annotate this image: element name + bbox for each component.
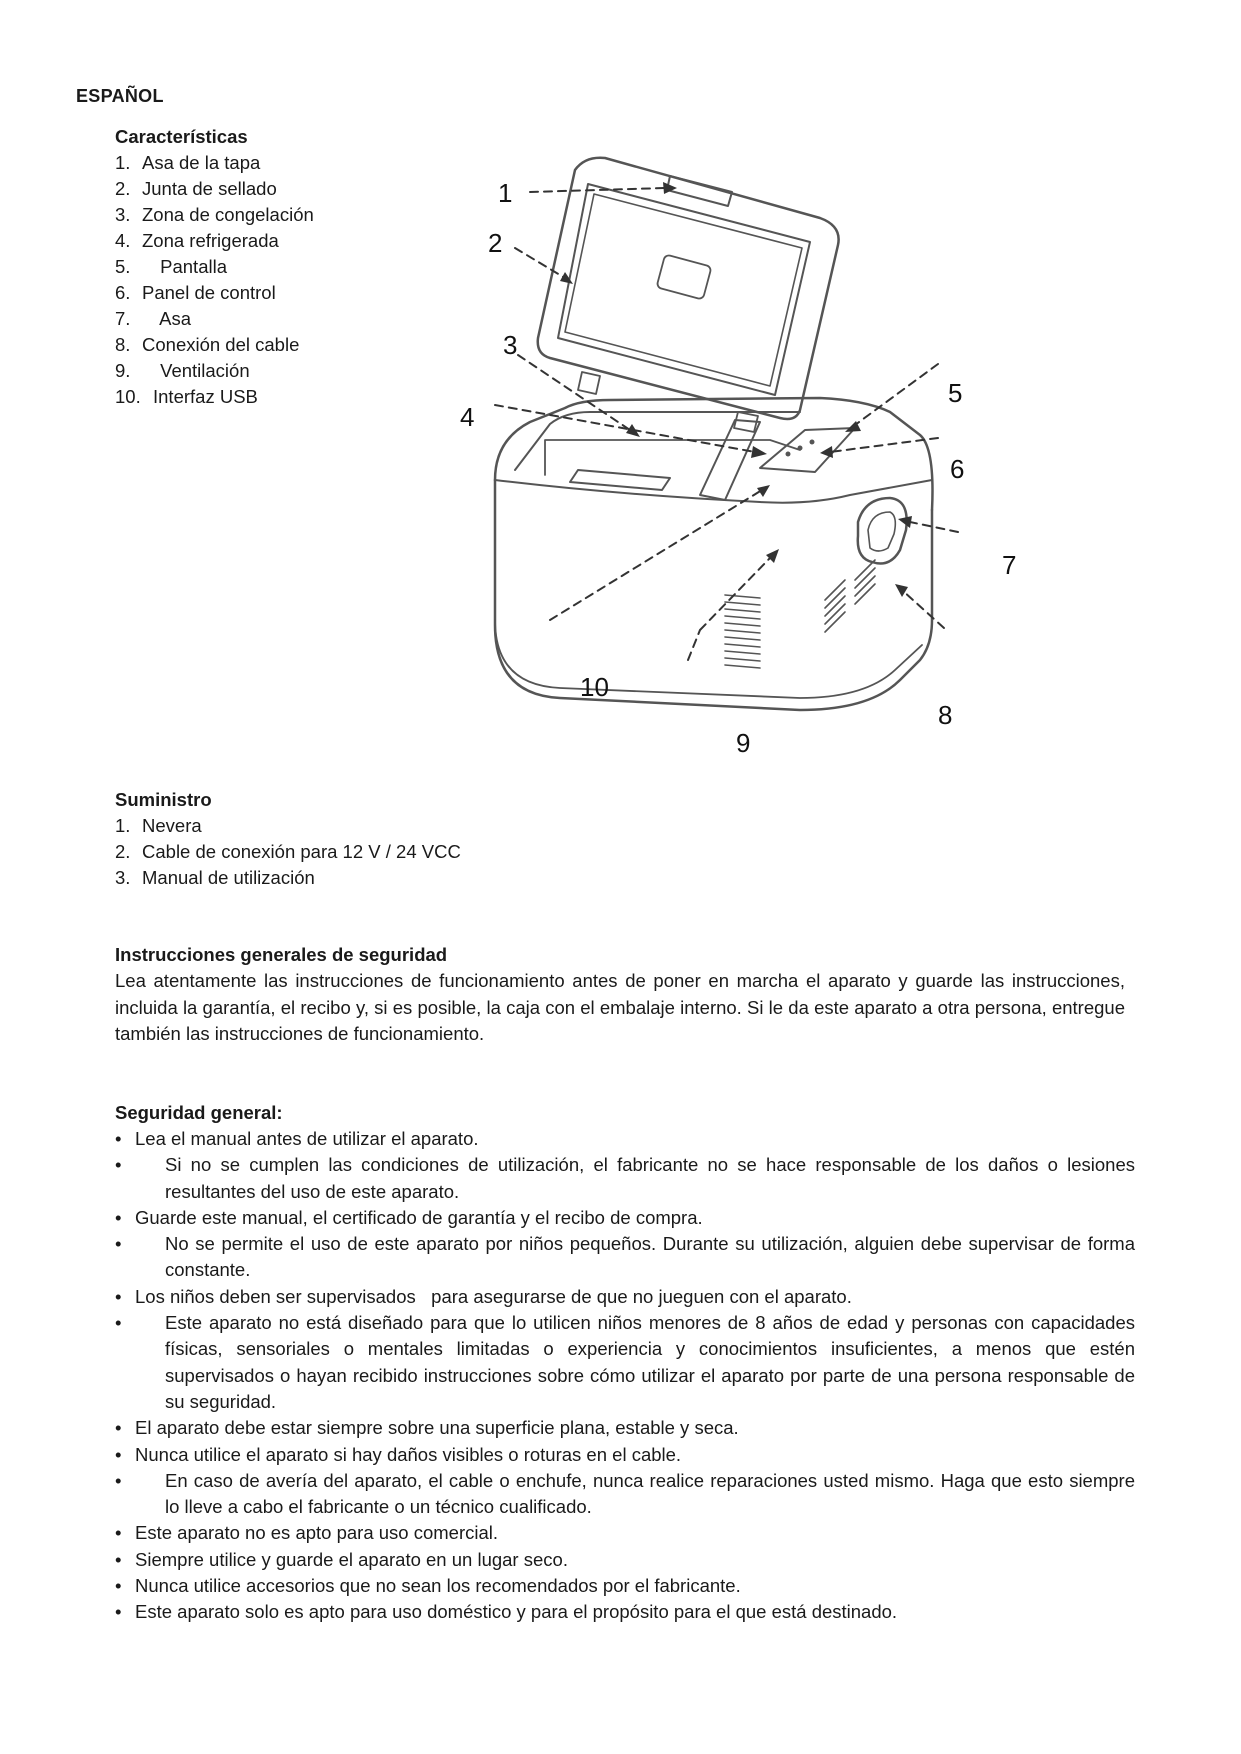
list-item	[115, 1599, 1135, 1625]
fridge-body-base	[495, 620, 922, 698]
arrow-6	[830, 438, 938, 452]
callout-5: 5	[948, 378, 963, 408]
item-label: Manual de utilización	[142, 867, 315, 888]
item-number: 9.	[115, 360, 131, 381]
vent-front	[725, 595, 760, 668]
supply-title: Suministro	[115, 789, 212, 810]
callout-6: 6	[950, 454, 965, 484]
lid-outer	[538, 158, 839, 419]
item-text: En caso de avería del aparato, el cable o enchufe, nunca realice reparaciones usted mismo. Haga que esto siempre lo lleve a cabo el fabricante o un técnico cualificado.	[165, 1469, 1135, 1518]
features-list	[115, 150, 314, 410]
item-text: Este aparato solo es apto para uso doméstico y para el propósito para el que está destinado.	[135, 1601, 898, 1623]
item-text: Guarde este manual, el certificado de garantía y el recibo de compra.	[135, 1206, 703, 1228]
safety-instructions-section	[115, 942, 1125, 1048]
item-text: El aparato debe estar siempre sobre una superficie plana, estable y seca.	[135, 1417, 739, 1439]
bullet: •	[115, 1312, 122, 1334]
bullet: •	[115, 1601, 122, 1623]
item-number: 4.	[115, 230, 131, 251]
list-item	[115, 1573, 1135, 1599]
general-safety-title: Seguridad general:	[115, 1102, 283, 1123]
bullet: •	[115, 1417, 122, 1439]
item-label: Panel de control	[142, 282, 276, 303]
bullet: •	[115, 1128, 122, 1149]
list-item	[115, 839, 461, 865]
item-text: Nunca utilice el aparato si hay daños visibles o roturas en el cable.	[135, 1443, 682, 1465]
list-item	[115, 1468, 1135, 1521]
features-section	[115, 124, 314, 410]
callout-8: 8	[938, 700, 953, 730]
bullet: •	[115, 1233, 122, 1255]
item-text: Nunca utilice accesorios que no sean los recomendados por el fabricante.	[135, 1575, 741, 1597]
arrow-1	[530, 188, 665, 192]
bullet: •	[115, 1443, 122, 1465]
item-number: 3.	[115, 867, 131, 888]
callout-7: 7	[1002, 550, 1017, 580]
item-label: Ventilación	[155, 360, 250, 381]
list-item	[115, 1284, 1135, 1310]
item-number: 10.	[115, 386, 141, 407]
bullet: •	[115, 1575, 122, 1597]
list-item	[115, 202, 314, 228]
list-item	[115, 1152, 1135, 1205]
supply-list	[115, 813, 461, 891]
item-label: Conexión del cable	[142, 334, 300, 355]
fridge-body	[495, 480, 932, 710]
list-item	[115, 384, 314, 410]
safety-instructions-title: Instrucciones generales de seguridad	[115, 944, 448, 965]
bullet: •	[115, 1206, 122, 1228]
bullet: •	[115, 1522, 122, 1544]
item-number: 5.	[115, 256, 131, 277]
list-item	[115, 306, 314, 332]
callout-10: 10	[580, 672, 609, 702]
list-item	[115, 358, 314, 384]
callout-9: 9	[736, 728, 751, 758]
list-item	[115, 813, 461, 839]
side-handle-inner	[868, 512, 895, 551]
arrow-7	[910, 522, 958, 532]
features-title: Características	[115, 126, 248, 147]
item-label: Zona de congelación	[142, 204, 314, 225]
fridge-top-rim	[495, 398, 933, 510]
bullet: •	[115, 1548, 122, 1570]
arrow-10	[550, 490, 762, 620]
callout-2: 2	[488, 228, 503, 258]
item-text: Lea el manual antes de utilizar el aparato.	[135, 1128, 479, 1149]
fridge-front-edge	[495, 480, 932, 503]
item-number: 1.	[115, 815, 131, 836]
bullet: •	[115, 1469, 122, 1491]
item-label: Junta de sellado	[142, 178, 277, 199]
item-text: Este aparato no está diseñado para que lo utilicen niños menores de 8 años de edad y personas con capacidades físicas, sensoriales o mentales limitadas o experiencia y conocimientos insuficientes, a menos que estén supervisados o hayan recibido instrucciones sobre cómo utilizar el aparato por parte de una persona responsable de su seguridad.	[165, 1312, 1135, 1412]
side-handle	[858, 498, 907, 564]
general-safety-section	[115, 1100, 1135, 1626]
item-number: 6.	[115, 282, 131, 303]
item-number: 2.	[115, 841, 131, 862]
callout-1: 1	[498, 178, 513, 208]
lid-label	[656, 254, 711, 299]
list-item	[115, 1442, 1135, 1468]
list-item	[115, 1126, 1135, 1152]
item-label: Nevera	[142, 815, 202, 836]
list-item	[115, 1415, 1135, 1441]
item-text: Siempre utilice y guarde el aparato en un lugar seco.	[135, 1548, 568, 1570]
vent-side	[825, 560, 875, 632]
item-number: 3.	[115, 204, 131, 225]
list-item	[115, 228, 314, 254]
arrow-8	[902, 590, 944, 628]
list-item	[115, 1205, 1135, 1231]
item-number: 1.	[115, 152, 131, 173]
list-item	[115, 1547, 1135, 1573]
general-safety-list	[115, 1126, 1135, 1626]
list-item	[115, 280, 314, 306]
list-item	[115, 254, 314, 280]
item-label: Interfaz USB	[153, 386, 258, 407]
callout-4: 4	[460, 402, 475, 432]
fridge-diagram	[460, 150, 1070, 770]
item-label: Pantalla	[155, 256, 227, 277]
bullet: •	[115, 1285, 122, 1307]
list-item	[115, 1520, 1135, 1546]
supply-section	[115, 787, 461, 891]
item-number: 7.	[115, 308, 131, 329]
item-label: Zona refrigerada	[142, 230, 279, 251]
list-item	[115, 150, 314, 176]
lid-seal	[565, 194, 802, 386]
callout-arrows	[495, 188, 958, 660]
callout-3: 3	[503, 330, 518, 360]
item-text: Si no se cumplen las condiciones de utilización, el fabricante no se hace responsable de los daños o lesiones resultantes del uso de este aparato.	[165, 1154, 1135, 1202]
item-number: 8.	[115, 334, 131, 355]
item-label: Asa	[155, 308, 191, 329]
bullet: •	[115, 1154, 122, 1176]
item-label: Asa de la tapa	[142, 152, 261, 173]
item-text: No se permite el uso de este aparato por niños pequeños. Durante su utilización, alguien debe supervisar de forma constante.	[165, 1233, 1135, 1281]
list-item	[115, 1310, 1135, 1415]
safety-instructions-text: Lea atentamente las instrucciones de funcionamiento antes de poner en marcha el aparato y guarde las instrucciones, incluida la garantía, el recibo y, si es posible, la caja con el embalaje interno. Si le da este aparato a otra persona, entregue también las instrucciones de funcionamiento.	[115, 970, 1125, 1044]
list-item	[115, 1231, 1135, 1284]
list-item	[115, 176, 314, 202]
list-item	[115, 865, 461, 891]
language-heading: ESPAÑOL	[76, 86, 164, 106]
hinge-left	[578, 372, 600, 394]
front-handle	[570, 470, 670, 490]
item-text: Los niños deben ser supervisados para asegurarse de que no jueguen con el aparato.	[135, 1285, 852, 1307]
item-text: Este aparato no es apto para uso comercial.	[135, 1522, 499, 1544]
list-item	[115, 332, 314, 358]
item-label: Cable de conexión para 12 V / 24 VCC	[142, 841, 461, 862]
item-number: 2.	[115, 178, 131, 199]
